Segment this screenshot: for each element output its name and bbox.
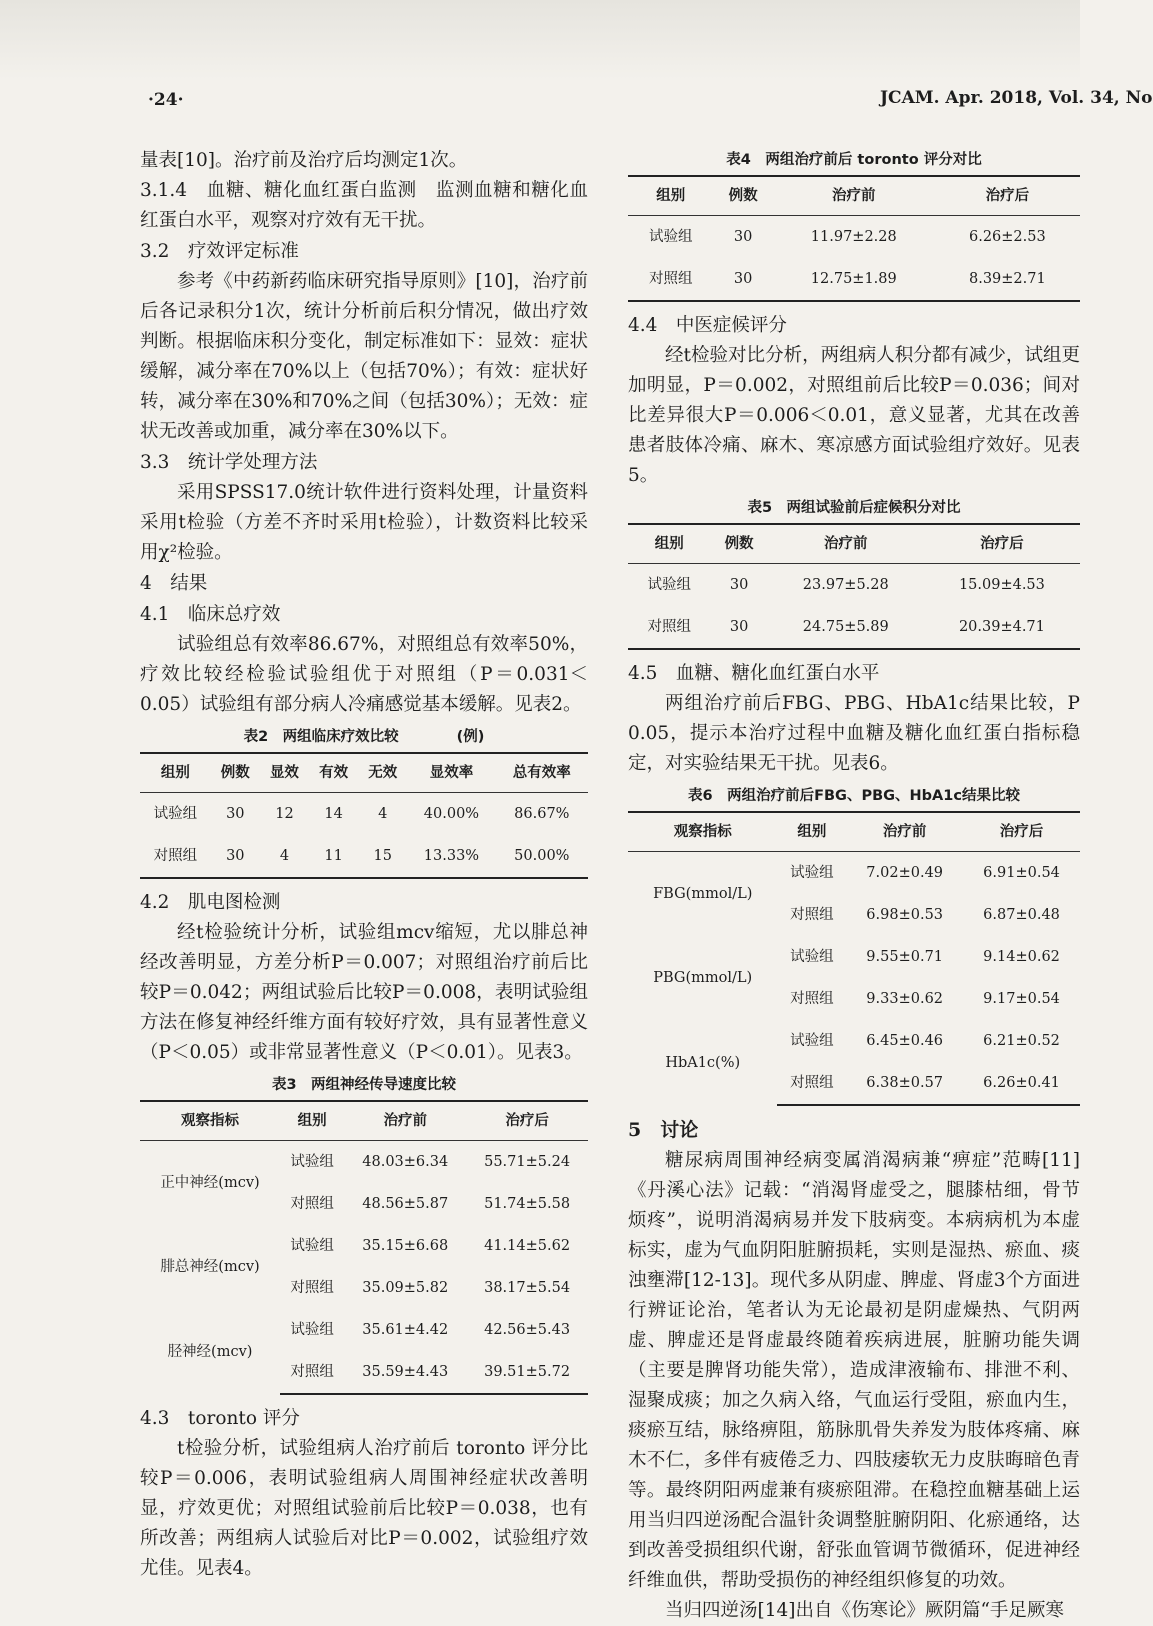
table-row <box>140 835 588 878</box>
table-header: 无效 <box>358 753 407 793</box>
table-cell: 30 <box>729 577 749 593</box>
page-top-shadow <box>0 0 1080 80</box>
table-group-label: HbA1c(%) <box>665 1054 741 1071</box>
table-header: 治疗后 <box>963 812 1080 852</box>
table-cell: 6.26±2.53 <box>968 229 1046 245</box>
table-row <box>628 564 1080 607</box>
table-cell: 对照组 <box>280 1351 344 1394</box>
table-row <box>628 1020 1080 1062</box>
table-group-label: PBG(mmol/L) <box>653 970 753 986</box>
right-column <box>628 143 1099 1626</box>
table-row <box>628 258 1080 301</box>
table-cell: 35.61±4.42 <box>362 1322 449 1338</box>
heading-4-1: 4.1 临床总疗效 <box>140 604 281 625</box>
table-cell: 30 <box>733 229 753 245</box>
table-cell: 41.14±5.62 <box>484 1238 571 1254</box>
table-3 <box>140 1100 588 1395</box>
table-cell: 试验组 <box>153 806 198 822</box>
paragraph-3-2: 参考《中药新药临床研究指导原则》[10]，治疗前后各记录积分1次，统计分析前后积分情况，做出疗效判断。根据临床积分变化，制定标准如下：显效：症状缓解，减分率在70%以上（包括70%）；有效：症状好转，减分率在30%和70%之间（包括30%）；无效：症状无改善或加重，减分率在30%以下。 <box>140 271 588 442</box>
table-cell: 30 <box>713 258 772 301</box>
table-group-label: 腓总神经(mcv) <box>160 1259 260 1275</box>
table-cell: 35.15±6.68 <box>362 1238 449 1254</box>
table-cell: 15.09±4.53 <box>958 577 1045 593</box>
table-cell: 55.71±5.24 <box>484 1154 571 1170</box>
table-header: 治疗前 <box>773 176 935 216</box>
table-group-label: 胫神经(mcv) <box>167 1343 253 1360</box>
heading-4: 4 结果 <box>140 573 208 594</box>
table-4 <box>628 175 1080 302</box>
table-header: 显效 <box>260 753 309 793</box>
table-cell: 9.33±0.62 <box>866 991 944 1007</box>
table-row <box>140 793 588 836</box>
table-group-label: FBG(mmol/L) <box>653 886 753 902</box>
table-cell: 15 <box>358 835 407 878</box>
table-cell: 24.75±5.89 <box>768 606 924 649</box>
table-header: 组别 <box>777 812 846 852</box>
table-cell: 48.03±6.34 <box>362 1154 449 1170</box>
paragraph-5: 糖尿病周围神经病变属消渴病兼“痹症”范畴[11]《丹溪心法》记载：“消渴肾虚受之，腿膝枯细，骨节烦疼”，说明消渴病易并发下肢病变。本病病机为本虚标实，虚为气血阴阳脏腑损耗，实则是湿热、瘀血、痰浊壅滞[12-13]。现代多从阴虚、脾虚、肾虚3个方面进行辨证论治，笔者认为无论最初是阴虚燥热、气阴两虚、脾虚还是肾虚最终随着疾病进展，脏腑功能失调（主要是脾肾功能失常），造成津液输布、排泄不利、湿聚成痰；加之久病入络，气血运行受阻，瘀血内生，痰瘀互结，脉络痹阻，筋脉肌骨失养发为肢体疼痛、麻木不仁，多伴有疲倦乏力、四肢痿软无力皮肤晦暗色青等。最终阴阳两虚兼有痰瘀阻滞。在稳控血糖基础上运用当归四逆汤配合温针灸调整脏腑阴阳、化瘀通络，达到改善受损组织代谢，舒张血管调节微循环，促进神经纤维血供，帮助受损伤的神经组织修复的功效。 <box>628 1150 1080 1591</box>
table-header: 例数 <box>211 753 260 793</box>
table-cell: 30 <box>211 835 260 878</box>
table-header: 治疗后 <box>466 1101 588 1141</box>
paragraph-4-3: t检验分析，试验组病人治疗前后 toronto 评分比较P＝0.006，表明试验组病人周围神经症状改善明显，疗效更优；对照组试验前后比较P＝0.038，也有所改善；两组病人试验后对比P＝0.002，试验组疗效尤佳。见表4。 <box>140 1438 588 1579</box>
table-cell: 48.56±5.87 <box>362 1196 449 1212</box>
table-cell: 11 <box>309 835 358 878</box>
table-row <box>628 852 1080 895</box>
paragraph-4-2: 经t检验统计分析，试验组mcv缩短，尤以腓总神经改善明显，方差分析P＝0.007；对照组治疗前后比较P＝0.042；两组试验后比较P＝0.008，表明试验组方法在修复神经纤维方面有较好疗效，具有显著性意义（P＜0.05）或非常显著性意义（P＜0.01）。见表3。 <box>140 922 588 1063</box>
table-cell: 12.75±1.89 <box>773 258 935 301</box>
table-row <box>628 216 1080 259</box>
table-cell: 9.17±0.54 <box>983 991 1060 1007</box>
table-cell: 9.55±0.71 <box>866 949 944 965</box>
table-header: 有效 <box>309 753 358 793</box>
paragraph-4-1: 试验组总有效率86.67%，对照组总有效率50%，疗效比较经检验试验组优于对照组（P＝0.031＜0.05）试验组有部分病人冷痛感觉基本缓解。见表2。 <box>140 634 588 715</box>
heading-3-2: 3.2 疗效评定标准 <box>140 241 299 262</box>
table-cell: 30 <box>226 806 245 822</box>
table-6-caption: 表6 两组治疗前后FBG、PBG、HbA1c结果比较 <box>688 788 1020 804</box>
table-cell: 6.26±0.41 <box>963 1062 1080 1105</box>
table-cell: 9.14±0.62 <box>983 949 1060 965</box>
table-header: 治疗前 <box>344 1101 466 1141</box>
table-cell: 对照组 <box>628 606 710 649</box>
table-header: 观察指标 <box>628 812 777 852</box>
heading-4-3: 4.3 toronto 评分 <box>140 1408 300 1429</box>
table-cell: 12 <box>275 806 294 822</box>
table-cell: 试验组 <box>290 1322 334 1338</box>
table-cell: 6.21±0.52 <box>983 1033 1060 1049</box>
table-2-caption: 表2 两组临床疗效比较 (例) <box>243 729 485 745</box>
table-header: 治疗前 <box>846 812 963 852</box>
table-cell: 35.59±4.43 <box>344 1351 466 1394</box>
table-cell: 6.98±0.53 <box>866 907 944 923</box>
table-cell: 40.00% <box>423 806 480 822</box>
table-cell: 试验组 <box>790 865 834 881</box>
table-cell: 对照组 <box>790 907 834 923</box>
table-cell: 对照组 <box>790 991 834 1007</box>
table-cell: 35.09±5.82 <box>362 1280 449 1296</box>
table-header: 组别 <box>628 176 713 216</box>
table-6 <box>628 811 1080 1106</box>
table-cell: 38.17±5.54 <box>484 1280 571 1296</box>
table-cell: 对照组 <box>777 1062 846 1105</box>
table-cell: 4 <box>378 806 388 822</box>
table-cell: 6.87±0.48 <box>983 907 1060 923</box>
table-cell: 7.02±0.49 <box>866 865 944 881</box>
table-cell: 6.45±0.46 <box>866 1033 944 1049</box>
table-row <box>140 1141 588 1184</box>
table-cell: 42.56±5.43 <box>484 1322 571 1338</box>
table-cell: 23.97±5.28 <box>802 577 889 593</box>
table-header: 治疗后 <box>924 524 1080 564</box>
table-header: 显效率 <box>407 753 495 793</box>
table-group-label: 正中神经(mcv) <box>160 1175 260 1191</box>
table-header: 例数 <box>713 176 772 216</box>
table-cell: 对照组 <box>290 1196 334 1212</box>
table-cell: 51.74±5.58 <box>484 1196 571 1212</box>
table-cell: 对照组 <box>140 835 211 878</box>
table-cell: 6.91±0.54 <box>983 865 1060 881</box>
table-cell: 50.00% <box>496 835 588 878</box>
table-cell: 86.67% <box>514 806 570 822</box>
page-number: ·24· <box>148 90 184 110</box>
heading-4-5: 4.5 血糖、糖化血红蛋白水平 <box>628 663 880 684</box>
table-row <box>628 936 1080 978</box>
table-4-caption: 表4 两组治疗前后 toronto 评分对比 <box>726 152 982 168</box>
table-2 <box>140 752 588 879</box>
table-header: 组别 <box>280 1101 344 1141</box>
table-cell: 14 <box>324 806 343 822</box>
table-cell: 试验组 <box>290 1154 334 1170</box>
left-column <box>140 146 588 1584</box>
table-header: 治疗后 <box>935 176 1080 216</box>
heading-4-2: 4.2 肌电图检测 <box>140 892 281 913</box>
table-3-caption: 表3 两组神经传导速度比较 <box>271 1077 457 1093</box>
table-5 <box>628 523 1080 650</box>
table-header: 总有效率 <box>496 753 588 793</box>
table-cell: 试验组 <box>648 229 693 245</box>
table-header: 治疗前 <box>768 524 924 564</box>
table-header: 组别 <box>140 753 211 793</box>
table-row <box>140 1309 588 1351</box>
table-cell: 试验组 <box>290 1238 334 1254</box>
table-cell: 13.33% <box>407 835 495 878</box>
heading-3-3: 3.3 统计学处理方法 <box>140 452 318 473</box>
table-cell: 20.39±4.71 <box>924 606 1080 649</box>
table-cell: 11.97±2.28 <box>810 229 897 245</box>
table-header: 组别 <box>628 524 710 564</box>
table-cell: 4 <box>260 835 309 878</box>
paragraph-4-4: 经t检验对比分析，两组病人积分都有减少，试组更加明显，P＝0.002，对照组前后比较P＝0.036；间对比差异很大P＝0.006＜0.01，意义显著，尤其在改善患者肢体冷痛、麻木、寒凉感方面试验组疗效好。见表5。 <box>628 345 1080 486</box>
table-header: 观察指标 <box>140 1101 280 1141</box>
section-3-1-4: 3.1.4 血糖、糖化血红蛋白监测 监测血糖和糖化血红蛋白水平，观察对疗效有无干扰。 <box>140 180 588 231</box>
paragraph-3-3: 采用SPSS17.0统计软件进行资料处理，计量资料采用t检验（方差不齐时采用t检验），计数资料比较采用χ²检验。 <box>140 482 588 563</box>
table-row <box>140 1225 588 1267</box>
table-cell: 试验组 <box>647 577 691 593</box>
table-cell: 8.39±2.71 <box>935 258 1080 301</box>
paragraph-4-5: 两组治疗前后FBG、PBG、HbA1c结果比较，P 0.05，提示本治疗过程中血糖及糖化血红蛋白指标稳定，对实验结果无干扰。见表6。 <box>628 693 1099 774</box>
heading-5: 5 讨论 <box>628 1119 699 1141</box>
paragraph-5b: 当归四逆汤[14]出自《伤寒论》厥阴篇“手足厥寒 <box>665 1600 1064 1621</box>
table-cell: 对照组 <box>628 258 713 301</box>
table-cell: 试验组 <box>790 1033 834 1049</box>
table-cell: 对照组 <box>290 1280 334 1296</box>
paragraph-scale: 量表[10]。治疗前及治疗后均测定1次。 <box>140 150 468 171</box>
table-cell: 6.38±0.57 <box>846 1062 963 1105</box>
table-cell: 39.51±5.72 <box>466 1351 588 1394</box>
heading-4-4: 4.4 中医症候评分 <box>628 315 787 336</box>
table-row <box>628 606 1080 649</box>
table-5-caption: 表5 两组试验前后症候积分对比 <box>747 500 961 516</box>
table-cell: 30 <box>710 606 767 649</box>
journal-header: JCAM. Apr. 2018, Vol. 34, No <box>880 88 1153 108</box>
table-cell: 试验组 <box>790 949 834 965</box>
table-header: 例数 <box>710 524 767 564</box>
